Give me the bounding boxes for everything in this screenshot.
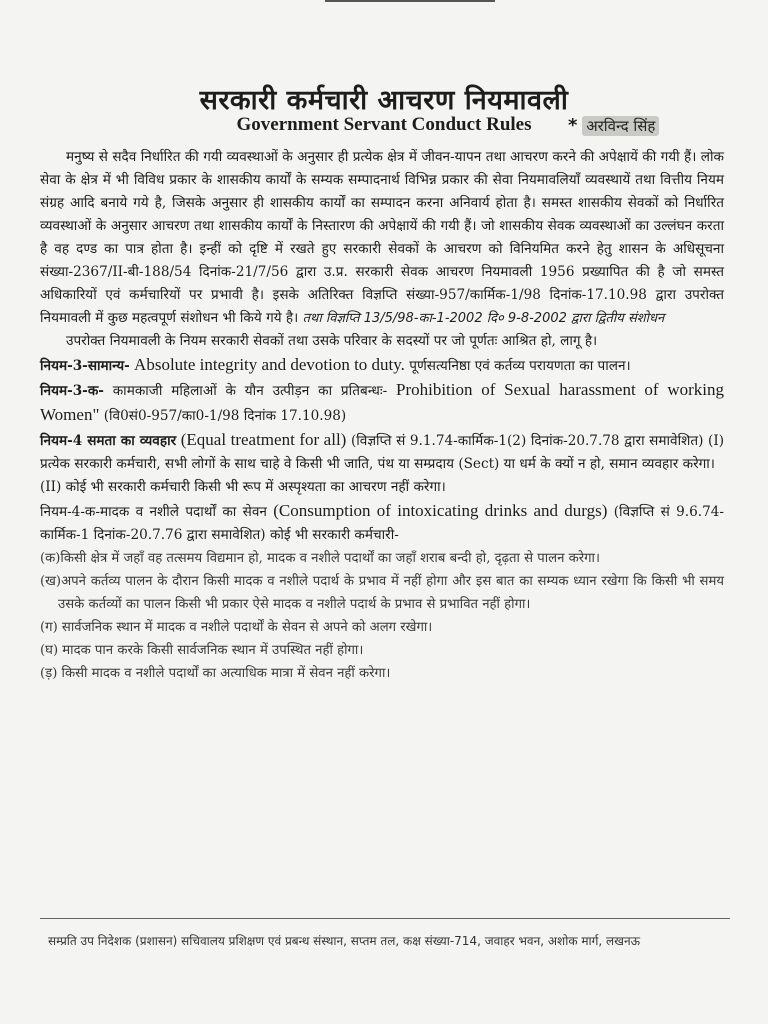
rule-4k-tail: कोई भी सरकारी कर्मचारी- — [269, 527, 399, 543]
top-edge-line — [325, 0, 495, 2]
rule-3-english: Absolute integrity and devotion to duty. — [134, 355, 405, 374]
rule-3k-english: Prohibition of Sexual harassment of working Women" — [40, 380, 724, 424]
author-mark — [568, 115, 659, 136]
rule-4k-item: (ख)अपने कर्तव्य पालन के दौरान किसी मादक व नशीले पदार्थ के प्रभाव में नहीं होगा और इस बात का सम्यक ध्यान रखेगा कि किसी भी समय उसके कर्तव्यों का पालन किसी भी प्रकार ऐसे मादक व नशीले पदार्थ के प्रभाव से प्रभावित नहीं होगा। — [40, 574, 724, 612]
intro-paragraph: मनुष्य से सदैव निर्धारित की गयी व्यवस्थाओं के अनुसार ही प्रत्येक क्षेत्र में जीवन-यापन तथा आचरण करने की अपेक्षायें की गयी हैं। लोक सेवा के क्षेत्र में भी विविध प्रकार के शासकीय कार्यों के सम्यक सम्पादनार्थ विभिन्न प्रकार की सेवा नियमावलियाँ व्यवस्थायें तथा वित्तीय नियम संग्रह आदि बनाये गये है, जिसके अनुसार ही शासकीय कार्यों का सम्पादन करना अनिवार्य होता है। समस्त शासकीय सेवकों को निर्धारित व्यवस्थाओं के अनुसार आचरण तथा शासकीय कार्यों के निस्तारण की अपेक्षायें की गयी हैं। जो शासकीय सेवक व्यवस्थाओं का उल्लंघन करता है वह दण्ड का पात्र होता है। इन्हीं को दृष्टि में रखते हुए सरकारी सेवकों के आचरण को विनियमित करने हेतु शासन के अधिसूचना संख्या-2367/II-बी-188/54 दिनांक-21/7/56 द्वारा उ.प्र. सरकारी सेवक आचरण नियमावली 1956 प्रख्यापित की है जो समस्त अधिकारियों एवं कर्मचारियों पर प्रभावी है। इसके अतिरिक्त विज्ञप्ति संख्या-957/कार्मिक-1/98 दिनांक-17.10.98 द्वारा उपरोक्त नियमावली में कुछ महत्वपूर्ण संशोधन भी किये गये है। तथा विज्ञप्ति 13/5/98-का-1-2002 दि० 9-8-2002 द्वारा द्वितीय संशोधन — [40, 149, 724, 326]
rule-3 — [40, 353, 724, 378]
footnote-divider — [40, 918, 730, 919]
rule-3k — [40, 378, 724, 428]
rule-4k-item: (घ) मादक पान करके किसी सार्वजनिक स्थान में उपस्थित नहीं होगा। — [40, 643, 364, 658]
rule-4k-item: (ड़) किसी मादक व नशीले पदार्थों का अत्याधिक मात्रा में सेवन नहीं करेगा। — [40, 666, 391, 681]
rule-3k-label: नियम-3-क- — [40, 383, 104, 399]
footnote: सम्प्रति उप निदेशक (प्रशासन) सचिवालय प्रशिक्षण एवं प्रबन्ध संस्थान, सप्तम तल, कक्ष संख्या-714, जवाहर भवन, अशोक मार्ग, लखनऊ — [48, 934, 641, 948]
rule-4 — [40, 428, 724, 476]
author-name: अरविन्द सिंह — [582, 116, 659, 136]
rule-3-label: नियम-3-सामान्य- — [40, 358, 130, 374]
title-hindi: सरकारी कर्मचारी आचरण नियमावली — [199, 85, 569, 116]
rule-4k-item: (क)किसी क्षेत्र में जहाँ वह तत्समय विद्यमान हो, मादक व नशीले पदार्थों का जहाँ शराब बन्दी हो, दृढ़ता से पालन करेगा। — [40, 551, 600, 566]
rule-4-label: नियम-4 समता का व्यवहार — [40, 433, 177, 449]
rule-4k-label: नियम-4-क-मादक व नशीले पदार्थों का सेवन — [40, 504, 267, 520]
rule-3-hindi: पूर्णसत्यनिष्ठा एवं कर्तव्य परायणता का पालन। — [409, 358, 631, 374]
rule-4-english: (Equal treatment for all) — [180, 430, 347, 449]
rule-4-clause-ii: (II) कोई भी सरकारी कर्मचारी किसी भी रूप में अस्पृश्यता का आचरण नहीं करेगा। — [40, 479, 446, 495]
rule-4-reference: (विज्ञप्ति सं 9.1.74-कार्मिक-1(2) दिनांक-20.7.78 द्वारा समावेशित) — [350, 433, 704, 449]
applicability-paragraph: उपरोक्त नियमावली के नियम सरकारी सेवकों तथा उसके परिवार के सदस्यों पर जो पूर्णतः आश्रित हो, लागू है। — [66, 333, 598, 349]
rule-4k — [40, 499, 724, 547]
author-asterisk: * — [568, 115, 578, 136]
rule-3k-reference: (वि0सं0-957/का0-1/98 दिनांक 17.10.98) — [103, 408, 347, 424]
title-english: Government Servant Conduct Rules — [236, 114, 532, 135]
handwritten-amendment-note: तथा विज्ञप्ति 13/5/98-का-1-2002 दि० 9-8-2002 द्वारा द्वितीय संशोधन — [302, 311, 665, 326]
rule-4k-english: (Consumption of intoxicating drinks and durgs) — [273, 501, 608, 520]
document-body — [40, 146, 724, 685]
rule-4-text: (I) प्रत्येक सरकारी कर्मचारी, सभी लोगों के साथ चाहे वे किसी भी जाति, पंथ या सम्प्रदाय (Sect) या धर्म के क्यों न हो, समान व्यवहार करेगा। — [40, 433, 724, 472]
rule-4k-reference: (विज्ञप्ति सं 9.6.74-कार्मिक-1 दिनांक-20.7.76 द्वारा समावेशित) — [40, 504, 724, 543]
rule-3k-hindi: कामकाजी महिलाओं के यौन उत्पीड़न का प्रतिबन्धः- — [112, 383, 388, 399]
rule-4k-item: (ग) सार्वजनिक स्थान में मादक व नशीले पदार्थों के सेवन से अपने को अलग रखेगा। — [40, 620, 433, 635]
